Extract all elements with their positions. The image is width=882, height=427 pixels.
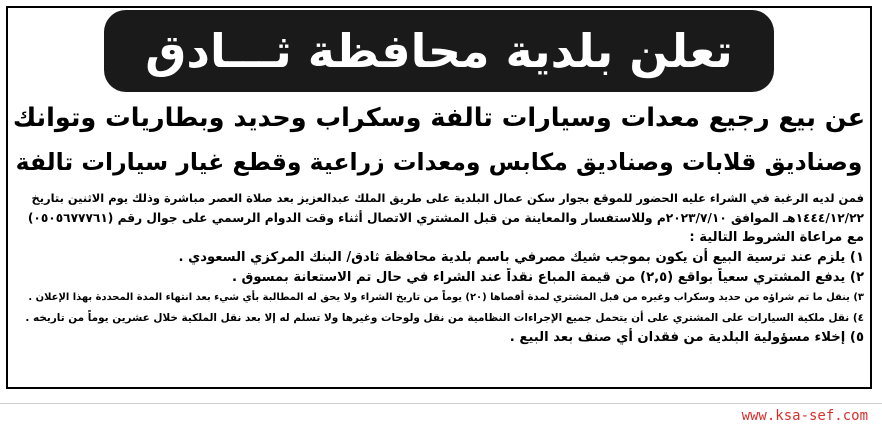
headline xyxy=(12,96,866,184)
intro-line-1: فمن لديه الرغبة في الشراء عليه الحضور للموقع بجوار سكن عمال البلدية على طريق الملك عبدالعزيز بعد صلاة العصر مباشرة وذلك يوم الاثنين بتاريخ xyxy=(31,191,864,205)
headline-line-2: وصناديق قلابات وصناديق مكابس ومعدات زراعية وقطع غيار سيارات تالفة xyxy=(15,148,863,176)
condition-item: ٤) نقل ملكية السيارات على المشتري على أن يتحمل جميع الإجراءات النظامية من نقل ولوحات وغيرها ولا تسلم له إلا بعد نقل الملكية خلال عشرين يوماً من تاريخه . xyxy=(25,312,864,324)
advertisement-box xyxy=(6,6,872,389)
condition-item: ٥) إخلاء مسؤولية البلدية من فقدان أي صنف بعد البيع . xyxy=(509,330,864,345)
intro-line-2: ١٤٤٤/١٢/٢٢هـ الموافق ٢٠٢٣/٧/١٠م وللاستفسار والمعاينة من قبل المشتري الاتصال أثناء وقت الدوام الرسمي على جوال رقم (٠٥٠٥٦٧٧٧٦١) xyxy=(27,211,864,225)
banner-title: تعلن بلدية محافظة ثـــادق xyxy=(145,24,733,78)
title-banner xyxy=(104,10,774,92)
condition-item: ٣) ينقل ما تم شراؤه من حديد وسكراب وغيره من قبل المشتري لمدة أقصاها (٢٠) يوماً من تاريخ الشراء ولا يحق له المطالبة بأي شيء بعد انتهاء المدة المحددة بهذا الإعلان . xyxy=(28,292,864,303)
conditions-title: مع مراعاة الشروط التالية : xyxy=(689,230,864,245)
announcement-body xyxy=(14,188,864,348)
footer-divider xyxy=(0,403,882,404)
condition-item: ١) يلزم عند ترسية البيع أن يكون بموجب شيك مصرفي باسم بلدية محافظة ثادق/ البنك المركزي السعودي . xyxy=(178,250,864,265)
condition-item: ٢) يدفع المشتري سعياً بواقع (٢,٥) من قيمة المباع نقداً عند الشراء في حال تم الاستعانة بمسوق . xyxy=(231,270,864,285)
site-url-link[interactable]: www.ksa-sef.com xyxy=(741,408,868,424)
headline-line-1: عن بيع رجيع معدات وسيارات تالفة وسكراب وحديد وبطاريات وتوانك xyxy=(12,103,866,133)
